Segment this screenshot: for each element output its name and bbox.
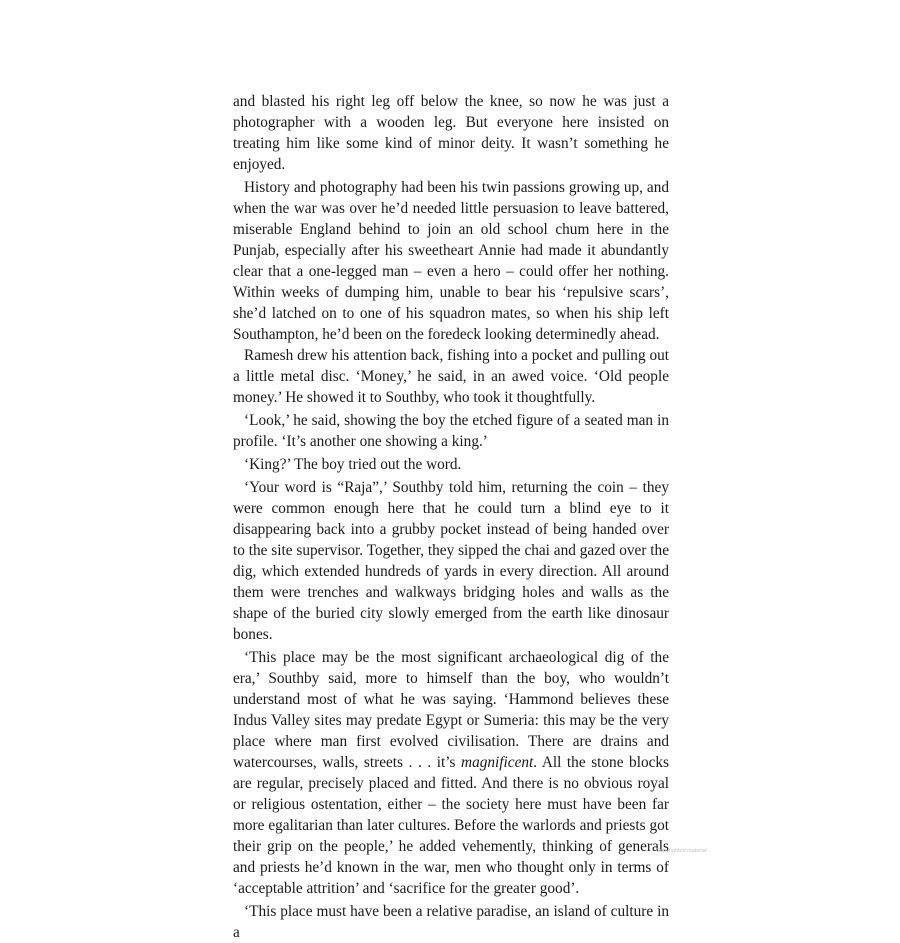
book-page-body	[233, 91, 669, 943]
paragraph-text: Ramesh drew his attention back, fishing into a pocket and pulling out a little metal disc. ‘Money,’ he said, in an awed voice. ‘Old people money.’ He showed it to Southby, who took it thoughtfully.	[233, 347, 669, 406]
paragraph-p1	[233, 91, 669, 175]
paragraph-p3	[233, 345, 669, 408]
paragraph-text: History and photography had been his twin passions growing up, and when the war was over he’d needed little persuasion to leave battered, miserable England behind to join an old school chum here in the Punjab, especially after his sweetheart Annie had made it abundantly clear that a one-legged man – even a hero – could offer her nothing. Within weeks of dumping him, unable to bear his ‘repulsive scars’, she’d latched on to one of his squadron mates, so when his ship left Southampton, he’d been on the foredeck looking determinedly ahead.	[233, 179, 669, 343]
paragraph-p8	[233, 901, 669, 943]
paragraph-text: ‘King?’ The boy tried out the word.	[244, 456, 462, 473]
copyright-watermark: Copyrighted material	[656, 848, 707, 854]
paragraph-p5	[233, 454, 669, 475]
paragraph-text: and blasted his right leg off below the knee, so now he was just a photographer with a wooden leg. But everyone here insisted on treating him like some kind of minor deity. It wasn’t something he enjoyed.	[233, 93, 669, 173]
paragraph-p6	[233, 477, 669, 645]
paragraph-text: ‘Look,’ he said, showing the boy the etched figure of a seated man in profile. ‘It’s another one showing a king.’	[233, 412, 669, 450]
emphasized-text: magnificent	[461, 754, 534, 771]
paragraph-p2	[233, 177, 669, 345]
paragraph-text: ‘This place must have been a relative paradise, an island of culture in a	[233, 903, 669, 941]
paragraph-p7	[233, 647, 669, 899]
paragraph-text: . All the stone blocks are regular, precisely placed and fitted. And there is no obvious royal or religious ostentation, either – the society here must have been far more egalitarian than later cultures. Before the warlords and priests got their grip on the people,’ he added vehemently, thinking of generals and priests he’d known in the war, men who thought only in terms of ‘acceptable attrition’ and ‘sacrifice for the greater good’.	[233, 754, 669, 897]
paragraph-text: ‘Your word is “Raja”,’ Southby told him, returning the coin – they were common enough here that he could turn a blind eye to it disappearing back into a grubby pocket instead of being handed over to the site supervisor. Together, they sipped the chai and gazed over the dig, which extended hundreds of yards in every direction. All around them were trenches and walkways bridging holes and walls as the shape of the buried city slowly emerged from the earth like dinosaur bones.	[233, 479, 669, 643]
paragraph-p4	[233, 410, 669, 452]
paragraph-text: ‘This place may be the most significant archaeological dig of the era,’ Southby said, more to himself than the boy, who wouldn’t understand most of what he was saying. ‘Hammond believes these Indus Valley sites may predate Egypt or Sumeria: this may be the very place where man first evolved civilisation. There are drains and watercourses, walls, streets . . . it’s	[233, 649, 669, 771]
